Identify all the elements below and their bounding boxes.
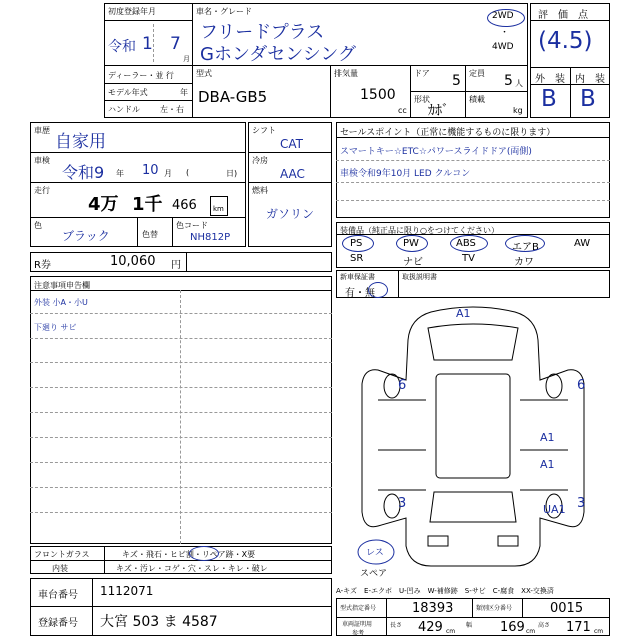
cert-height-value: 171 [566,620,591,635]
glass-options: キズ・飛石・ヒビ割・リペア跡・X要 [122,550,256,559]
cert-width-unit: cm [526,628,536,635]
inspection-label: 車検 [34,156,50,165]
first-reg-label: 初度登録年月 [108,7,156,16]
sales-points-line2: 車検令和9年10月 LED クルコン [340,169,471,179]
color-value: ブラック [62,229,110,243]
cert-value-1: 18393 [412,601,454,616]
first-reg-era: 令和 [108,39,136,55]
circle-pw [396,235,428,252]
mark-right-6: 6 [577,378,586,393]
door-value: 5 [452,73,461,89]
mileage-sen: 1千 [132,194,163,215]
mileage-label: 走行 [34,186,50,195]
cert-vehicle-label: 車両証明用 [342,621,373,628]
equip-ps: PS [350,238,363,249]
equip-abs: ABS [456,238,476,249]
recycle-block [30,252,332,272]
type-value: DBA-GB5 [198,88,268,106]
ac-label: 冷房 [252,156,268,165]
door-label: ドア [414,69,430,78]
mark-right-a1-lower: A1 [540,458,555,471]
model-year-unit: 年 [180,88,188,97]
shape-label: 形状 [414,95,430,104]
cert-width-label: 幅 [466,622,473,629]
chassis-value: 1112071 [100,584,154,598]
sales-points-line1: スマートキー☆ETC☆パワースライドドア(両側) [340,147,532,157]
spare-circle-text: レス [366,548,384,558]
color-label: 色 [34,221,42,230]
mileage-rest: 466 [172,198,197,213]
shape-value: ｶﾎﾞ [428,103,449,119]
recycle-label: R券 [34,260,51,271]
equip-pw: PW [403,238,419,249]
handle-label: ハンドル [108,105,140,114]
notes-line2: 下廻り サビ [34,323,77,332]
cert-length-unit: cm [446,628,456,635]
capacity-value: 5 [504,73,513,89]
mark-front-a1: A1 [456,307,471,320]
chassis-label: 車台番号 [38,590,78,601]
circle-airbag [505,235,545,252]
cert-length-label: 長さ [390,622,403,629]
usage-label: 車歴 [34,126,50,135]
mark-right-a1-upper: A1 [540,431,555,444]
drive-dot: ・ [500,28,510,38]
rating-score: (4.5) [538,28,593,54]
equip-sr: SR [350,253,364,264]
equip-navi: ナビ [403,257,423,268]
capacity-unit: 人 [515,79,523,88]
registration-label: 登録番号 [38,618,78,629]
cert-height-unit: cm [594,628,604,635]
cert-ref-label: 参考 [352,630,365,637]
first-reg-month-unit: 月 [183,55,190,63]
fuel-label: 燃料 [252,186,268,195]
circle-abs [450,235,488,252]
manual-label: 取扱説明書 [402,273,437,281]
interior-label-2: 内装 [52,564,68,573]
type-label: 型式 [196,69,212,78]
inspection-value: 令和9 [62,163,105,182]
color-change-label: 色替 [142,230,158,239]
load-label: 積載 [469,95,485,104]
displacement-unit: cc [398,106,407,115]
circle-ps [342,235,374,252]
notes-block [30,276,332,544]
dealer-label: ディーラー・並 行 [108,71,174,80]
warranty-label: 新車保証書 [340,273,375,281]
displacement-value: 1500 [360,87,396,103]
equip-aw: AW [574,238,591,249]
recycle-value: 10,060 [110,254,156,269]
damage-legend: A-キズ E-エクボ U-凹み W-補修跡 S-サビ C-腐食 XX-交換済 [336,587,554,595]
notes-line1: 外装 小A・小U [34,298,88,307]
exterior-value: B [541,86,557,112]
warranty-value: 有・無 [345,288,375,299]
mileage-man: 4万 [88,194,119,215]
color-code-value: NH812P [190,232,231,243]
shift-value: CAT [280,137,303,151]
car-name-label: 車名・グレード [196,7,252,16]
exterior-label: 外 装 [535,74,565,85]
displacement-label: 排気量 [334,69,358,78]
inspection-year-unit: 年 [116,169,124,178]
car-diagram [336,300,610,582]
color-code-label: 色コード [176,221,208,230]
cert-label-2: 類別区分番号 [476,605,513,612]
grade: Gホンダセンシング [200,44,356,65]
mark-left-6: 6 [398,378,407,393]
car-name: フリードプラス [200,22,325,43]
spare-label: スペア [360,569,388,579]
cert-height-label: 高さ [538,622,551,629]
model-year-label: モデル年式 [108,88,148,97]
equipment-label: 装備品（純正品に限り○をつけてください） [340,226,499,235]
glass-label: フロントガラス [34,550,90,559]
mileage-unit: km [213,205,224,213]
interior-value: B [580,86,596,112]
cert-value-2: 0015 [550,601,584,616]
equip-leather: カワ [514,257,534,268]
mark-right-3: 3 [577,496,586,511]
warranty-circle [368,282,388,298]
equip-airbag: エアB [512,242,539,253]
drive-4wd: 4WD [492,42,514,52]
glass-circle [189,546,219,561]
registration-value: 大宮 503 ま 4587 [100,614,218,630]
recycle-unit: 円 [171,260,181,271]
shift-label: シフト [252,126,276,135]
first-reg-year: 1 [142,34,153,54]
ac-value: AAC [280,167,305,181]
cert-length-value: 429 [418,620,443,635]
inspection-paren: ( [186,168,190,177]
load-unit: kg [513,106,523,115]
fuel-value: ガソリン [266,207,315,221]
inspection-month: 10 [142,163,159,178]
interior-label: 内 装 [575,74,605,85]
inspection-month-unit: 月 [164,169,172,178]
equip-tv: TV [462,253,475,264]
cert-width-value: 169 [500,620,525,635]
usage-value: 自家用 [55,132,106,152]
notes-label: 注意事項申告欄 [34,281,90,290]
capacity-label: 定員 [469,69,485,78]
cert-label-1: 型式指定番号 [340,605,377,612]
sales-points-label: セールスポイント（正常に機能するものに限ります） [340,128,556,138]
drive-2wd: 2WD [492,11,514,21]
mark-rear-ua1: UA1 [543,503,566,516]
handle-options: 左・右 [160,105,184,114]
interior-options: キズ・汚レ・コゲ・穴・スレ・キレ・破レ [116,564,268,573]
rating-label: 評 価 点 [538,10,588,21]
first-reg-month: 7 [170,34,181,54]
inspection-day-unit: 日) [226,169,238,178]
mark-left-3: 3 [398,496,407,511]
